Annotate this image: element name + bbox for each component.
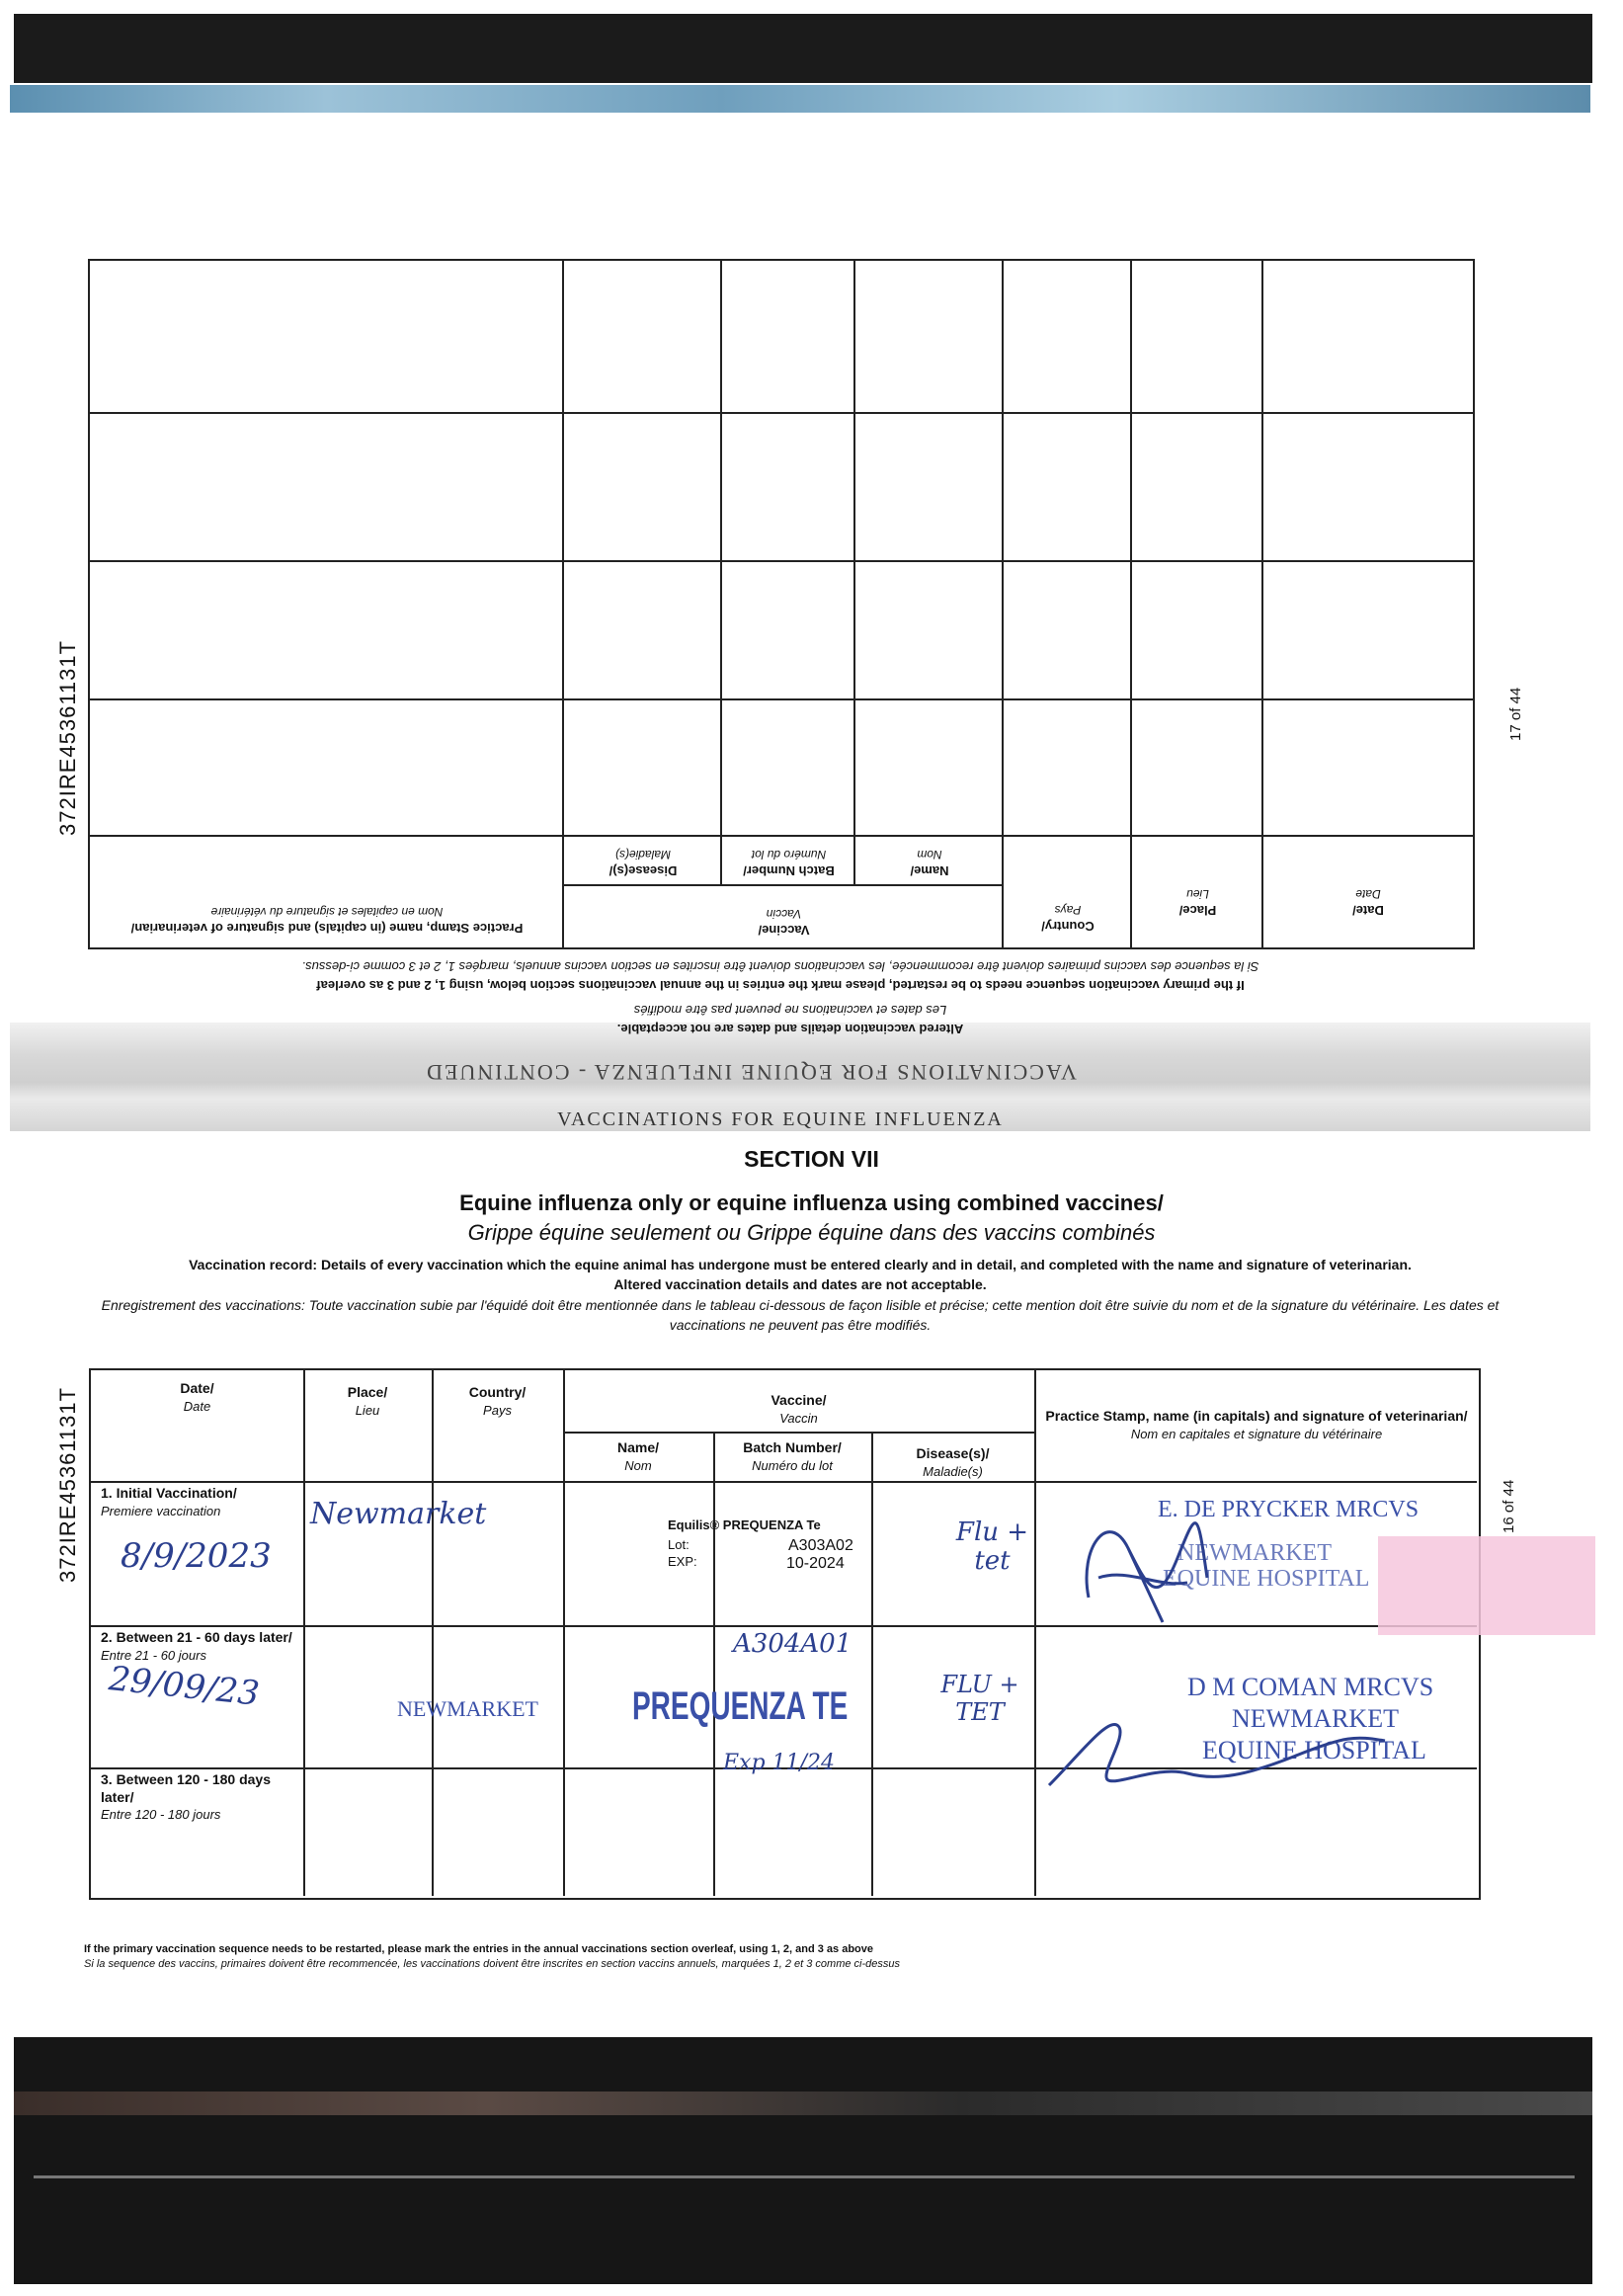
col-country: Country/ Pays bbox=[468, 1384, 527, 1418]
upper-col-disease: Disease(s)/ Maladie(s) bbox=[609, 847, 678, 878]
upper-col-place: Place/ Lieu bbox=[1178, 886, 1217, 918]
col-vaccine: Vaccine/ Vaccin bbox=[771, 1392, 827, 1426]
record-text: Details of every vaccination which the equine animal has undergone must be entered clearly and in detail, and completed with the name and signature of veterinarian. bbox=[320, 1257, 1412, 1272]
upper-note-fr: Les dates et vaccinations ne peuvent pas être modifiés bbox=[633, 1003, 947, 1019]
upper-page bbox=[79, 223, 1492, 1083]
footnote bbox=[84, 1942, 900, 1973]
vaccine-label-lot-key: Lot: bbox=[668, 1537, 690, 1552]
record-instructions bbox=[99, 1255, 1501, 1335]
row2-date: 29/09/23 bbox=[107, 1659, 262, 1714]
record-label: Vaccination record: bbox=[189, 1257, 318, 1272]
upper-header-band: VACCINATIONS FOR EQUINE INFLUENZA - CONTINUED bbox=[425, 1060, 1077, 1085]
row1-disease: Flu + tet bbox=[955, 1517, 1029, 1576]
col-place: Place/ Lieu bbox=[347, 1384, 388, 1418]
upper-table bbox=[88, 259, 1475, 949]
row3-label: 3. Between 120 - 180 days later/ Entre 120 - 180 jours bbox=[101, 1771, 271, 1822]
row2-stamp-line1: NEWMARKET bbox=[1232, 1704, 1399, 1733]
row1-stamp-line1: NEWMARKET bbox=[1177, 1540, 1332, 1566]
pink-highlight-mark bbox=[1378, 1536, 1595, 1635]
record-fr-label: Enregistrement des vaccinations: bbox=[101, 1296, 305, 1313]
upper-col-vaccine: Vaccine/ Vaccin bbox=[758, 906, 810, 938]
subtitle-en: Equine influenza only or equine influenza using combined vaccines/ bbox=[459, 1190, 1164, 1215]
row2-country: NEWMARKET bbox=[397, 1696, 538, 1721]
vaccination-table bbox=[89, 1368, 1481, 1900]
upper-col-batch: Batch Number/ Numéro du lot bbox=[743, 847, 835, 878]
vaccine-label-exp-key: EXP: bbox=[668, 1554, 697, 1569]
row2-stamp-line2: EQUINE HOSPITAL bbox=[1202, 1736, 1426, 1764]
upper-col-name: Name/ Nom bbox=[910, 847, 949, 878]
page-number-upper: 17 of 44 bbox=[1507, 687, 1524, 741]
row1-place: Newmarket bbox=[310, 1497, 487, 1531]
footnote-fr: Si la sequence des vaccins, primaires doivent être recommencée, les vaccinations doivent être inscrites en section vaccins annuels, marquées 1, 2 et 3 comme ci-dessus bbox=[84, 1958, 901, 1971]
row2-batch-top: A304A01 bbox=[733, 1629, 852, 1659]
upper-col-date: Date/ Date bbox=[1352, 886, 1384, 918]
row2-vaccine-stamp: PREQUENZA TE bbox=[632, 1684, 849, 1728]
upper-col-country: Country/ Pays bbox=[1041, 902, 1095, 934]
record-text2: Altered vaccination details and dates are not acceptable. bbox=[613, 1276, 987, 1293]
vaccine-label-sticker bbox=[660, 1500, 897, 1583]
row1-signature bbox=[1069, 1489, 1227, 1627]
record-fr: Toute vaccination subie par l'équidé doit être mentionnée dans le tableau ci-dessous de façon lisible et précise; cette mention doit être suivie du nom et de la signature du vétérinaire. Les dates et vaccinations ne peuvent pas être modifiés. bbox=[308, 1296, 1500, 1333]
section-title: SECTION VII bbox=[744, 1146, 879, 1172]
scan-bottom-band bbox=[14, 2037, 1592, 2284]
col-stamp: Practice Stamp, name (in capitals) and signature of veterinarian/ Nom en capitales et signature du vétérinaire bbox=[1045, 1408, 1468, 1441]
side-id-lower: 372IRE45361131T bbox=[55, 1386, 80, 1583]
row1-stamp-name: E. DE PRYCKER MRCVS bbox=[1158, 1497, 1420, 1522]
col-name: Name/ Nom bbox=[616, 1439, 660, 1473]
vaccine-label-exp: 10-2024 bbox=[786, 1555, 845, 1572]
side-id-upper: 372IRE45361131T bbox=[55, 639, 80, 836]
row1-label: 1. Initial Vaccination/ Premiere vaccination bbox=[101, 1485, 237, 1518]
upper-restart-fr: Si la sequence des vaccins primaires doivent être recommencée, les vaccinations doivent être inscrites en section vaccins annuels, marqées 1, 2 et 3 comme ci-dessus. bbox=[301, 959, 1259, 975]
col-date: Date/ Date bbox=[180, 1380, 214, 1414]
upper-col-stamp: Practice Stamp, name (in capitals) and signature of veterinarian/ Nom en capitales et signature du vétérinaire bbox=[130, 904, 524, 936]
row2-label: 2. Between 21 - 60 days later/ Entre 21 - 60 jours bbox=[101, 1629, 292, 1663]
lower-header-band: VACCINATIONS FOR EQUINE INFLUENZA bbox=[557, 1108, 1004, 1130]
scan-blue-edge bbox=[10, 85, 1590, 113]
upper-note-bold: Altered vaccination details and dates are not acceptable. bbox=[616, 1022, 964, 1036]
upper-restart-en: If the primary vaccination sequence needs to be restarted, please mark the entries in the annual vaccinations section below, using 1, 2 and 3 as overleaf bbox=[316, 978, 1245, 993]
vaccine-label-brand: Equilis® PREQUENZA Te bbox=[668, 1517, 821, 1532]
footnote-en: If the primary vaccination sequence needs to be restarted, please mark the entries in the annual vaccinations section overleaf, using 1, 2, and 3 as above bbox=[84, 1943, 874, 1955]
row1-date: 8/9/2023 bbox=[121, 1536, 272, 1576]
subtitle-fr: Grippe équine seulement ou Grippe équine dans des vaccins combinés bbox=[467, 1220, 1156, 1245]
row2-signature bbox=[1039, 1696, 1395, 1795]
col-batch: Batch Number/ Numéro du lot bbox=[743, 1439, 842, 1473]
row2-stamp-name: D M COMAN MRCVS bbox=[1187, 1673, 1434, 1701]
page-number-lower: 16 of 44 bbox=[1501, 1479, 1517, 1533]
col-disease: Disease(s)/ Maladie(s) bbox=[916, 1445, 990, 1479]
upper-note bbox=[385, 1000, 1195, 1037]
scan-top-band bbox=[14, 14, 1592, 83]
row2-disease: FLU + TET bbox=[940, 1671, 1019, 1726]
row1-stamp-line2: EQUINE HOSPITAL bbox=[1163, 1566, 1370, 1592]
vaccine-label-lot: A303A02 bbox=[788, 1537, 853, 1554]
upper-restart bbox=[178, 956, 1383, 994]
row2-batch-exp: Exp 11/24 bbox=[723, 1751, 835, 1775]
